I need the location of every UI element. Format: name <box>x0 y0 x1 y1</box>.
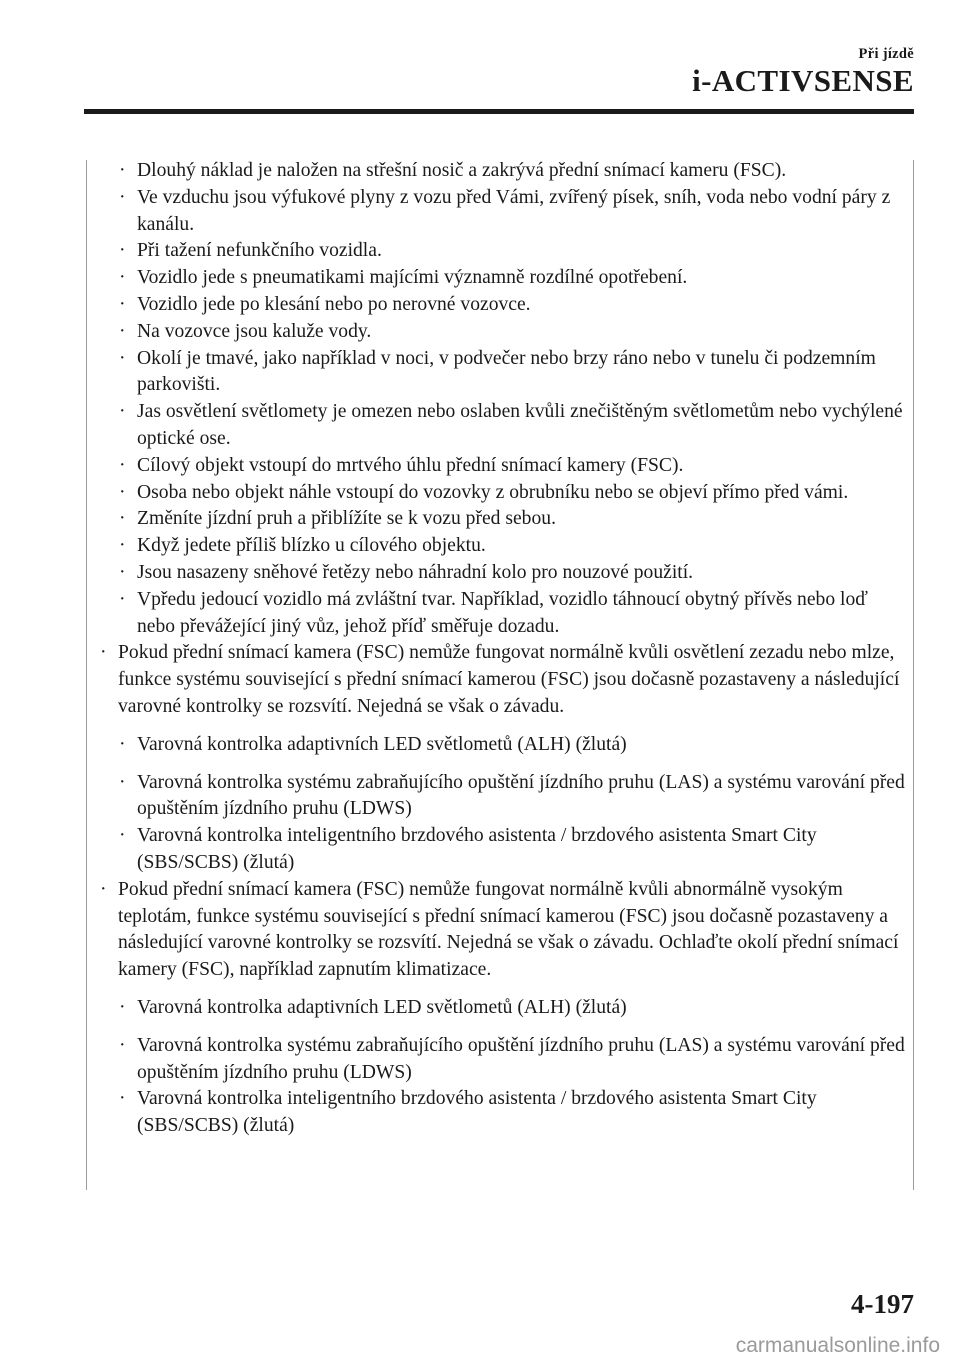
bullet-text: Varovná kontrolka adaptivních LED světlometů (ALH) (žlutá) <box>137 996 627 1018</box>
bullet-dot: · <box>119 347 126 369</box>
bullet-dot: · <box>119 588 126 610</box>
sub-bullet-item <box>97 1086 905 1140</box>
page-number: 4-197 <box>851 1289 914 1319</box>
bullet-dot: · <box>119 825 126 847</box>
sub-bullet-item <box>97 506 905 533</box>
bullet-text: Při tažení nefunkčního vozidla. <box>137 240 382 262</box>
section-title: Při jízdě <box>858 46 914 62</box>
sub-bullet-item <box>97 732 905 759</box>
bullet-text: Jsou nasazeny sněhové řetězy nebo náhradní kolo pro nouzové použití. <box>137 561 694 583</box>
sub-bullet-item <box>97 346 905 400</box>
bullet-dot: · <box>119 293 126 315</box>
sub-bullet-item <box>97 770 905 824</box>
bullet-text: Jas osvětlení světlomety je omezen nebo oslaben kvůli znečištěným světlometům nebo vychýlené optické ose. <box>137 401 903 449</box>
right-margin-line <box>913 160 914 1190</box>
bullet-dot: · <box>119 454 126 476</box>
bullet-text: Pokud přední snímací kamera (FSC) nemůže fungovat normálně kvůli osvětlení zezadu nebo mlze, funkce systému související s přední snímací kamerou (FSC) jsou dočasně pozastaveny a následující varovné kontrolky se rozsvítí. Nejedná se však o závadu. <box>118 642 900 717</box>
bullet-text: Varovná kontrolka inteligentního brzdového asistenta / brzdového asistenta Smart City (SBS/SCBS) (žlutá) <box>137 825 817 873</box>
bullet-text: Varovná kontrolka systému zabraňujícího opuštění jízdního pruhu (LAS) a systému varování před opuštěním jízdního pruhu (LDWS) <box>137 1034 905 1083</box>
sub-bullet-item <box>97 158 905 185</box>
sub-bullet-item <box>97 238 905 265</box>
sub-bullet-item <box>97 399 905 453</box>
bullet-dot: · <box>119 240 126 262</box>
bullet-text: Vpředu jedoucí vozidlo má zvláštní tvar. Například, vozidlo táhnoucí obytný přívěs nebo loď nebo převážející jiný vůz, jehož příď směřuje dozadu. <box>137 588 868 637</box>
bullet-dot: · <box>119 401 126 423</box>
bullet-dot: · <box>100 642 107 664</box>
chapter-title: i-ACTIVSENSE <box>692 63 914 98</box>
bullet-item <box>97 640 905 720</box>
sub-bullet-item <box>97 265 905 292</box>
sub-bullet-item <box>97 995 905 1022</box>
bullet-text: Dlouhý náklad je naložen na střešní nosič a zakrývá přední snímací kameru (FSC). <box>137 160 787 181</box>
left-margin-line <box>86 160 87 1190</box>
bullet-text: Když jedete příliš blízko u cílového objektu. <box>137 535 486 557</box>
bullet-text: Vozidlo jede s pneumatikami majícími významně rozdílné opotřebení. <box>137 267 688 289</box>
bullet-text: Cílový objekt vstoupí do mrtvého úhlu přední snímací kamery (FSC). <box>137 454 684 476</box>
bullet-dot: · <box>119 733 126 755</box>
sub-bullet-item <box>97 533 905 560</box>
bullet-text: Varovná kontrolka inteligentního brzdového asistenta / brzdového asistenta Smart City (SBS/SCBS) (žlutá) <box>137 1088 817 1137</box>
bullet-dot: · <box>119 1088 126 1110</box>
bullet-dot: · <box>119 267 126 289</box>
bullet-dot: · <box>119 160 126 181</box>
bullet-text: Změníte jízdní pruh a přiblížíte se k vozu před sebou. <box>137 508 556 530</box>
bullet-dot: · <box>119 771 126 793</box>
bullet-dot: · <box>119 186 126 208</box>
sub-bullet-item <box>97 453 905 480</box>
sub-bullet-item <box>97 292 905 319</box>
bullet-dot: · <box>119 535 126 557</box>
sub-bullet-item <box>97 319 905 346</box>
bullet-dot: · <box>119 320 126 342</box>
bullet-dot: · <box>100 878 107 900</box>
bullet-text: Ve vzduchu jsou výfukové plyny z vozu před Vámi, zvířený písek, sníh, voda nebo vodní páry z kanálu. <box>137 186 891 235</box>
header-rule <box>84 109 914 114</box>
bullet-text: Okolí je tmavé, jako například v noci, v podvečer nebo brzy ráno nebo v tunelu či podzemním parkovišti. <box>137 347 876 396</box>
sub-bullet-item <box>97 560 905 587</box>
bullet-text: Varovná kontrolka systému zabraňujícího opuštění jízdního pruhu (LAS) a systému varování před opuštěním jízdního pruhu (LDWS) <box>137 771 905 820</box>
bullet-list <box>97 158 905 1140</box>
bullet-dot: · <box>119 561 126 583</box>
sub-bullet-item <box>97 587 905 641</box>
bullet-dot: · <box>119 1034 126 1056</box>
bullet-text: Osoba nebo objekt náhle vstoupí do vozovky z obrubníku nebo se objeví přímo před vámi. <box>137 481 849 503</box>
bullet-text: Na vozovce jsou kaluže vody. <box>137 320 372 342</box>
bullet-dot: · <box>119 481 126 503</box>
bullet-text: Pokud přední snímací kamera (FSC) nemůže fungovat normálně kvůli abnormálně vysokým teplotám, funkce systému související s přední snímací kamerou (FSC) jsou dočasně pozastaveny a následující varovné kontrolky se rozsvítí. Nejedná se však o závadu. Ochlaďte okolí přední snímací kamery (FSC), například zapnutím klimatizace. <box>118 878 899 981</box>
bullet-dot: · <box>119 996 126 1018</box>
sub-bullet-item <box>97 823 905 877</box>
bullet-text: Vozidlo jede po klesání nebo po nerovné vozovce. <box>137 293 531 315</box>
bullet-dot: · <box>119 508 126 530</box>
sub-bullet-item <box>97 185 905 239</box>
sub-bullet-item <box>97 480 905 507</box>
bullet-item <box>97 877 905 984</box>
bullet-text: Varovná kontrolka adaptivních LED světlometů (ALH) (žlutá) <box>137 733 627 755</box>
sub-bullet-item <box>97 1033 905 1087</box>
watermark: carmanualsonline.info <box>735 1334 940 1357</box>
